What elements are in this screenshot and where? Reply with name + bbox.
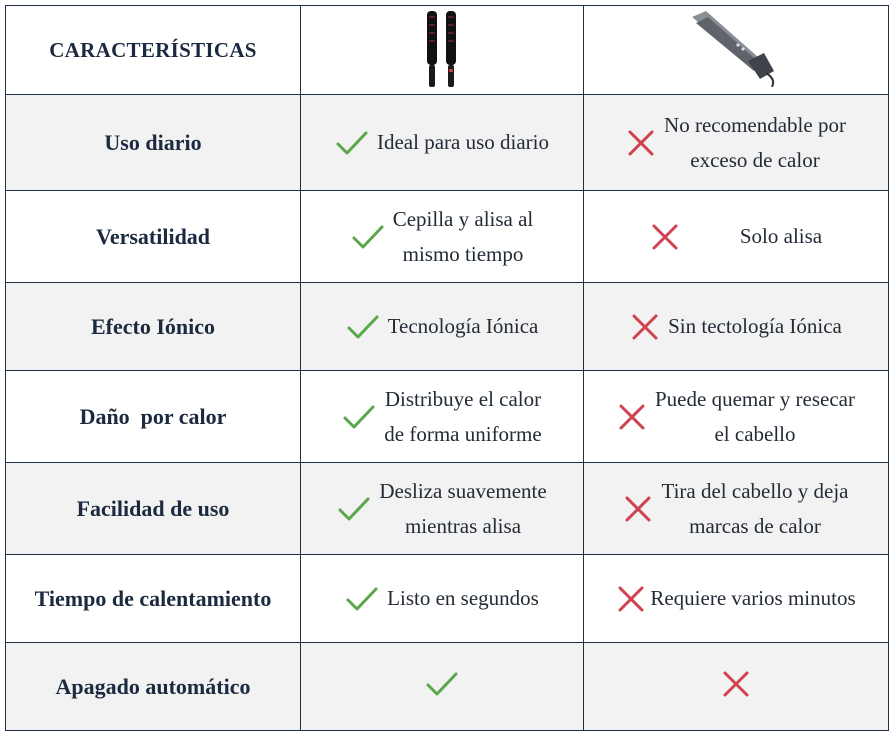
product-a-text-line1: Ideal para uso diario <box>376 130 549 154</box>
product-b-cell <box>584 283 889 371</box>
cross-icon <box>623 494 653 524</box>
feature-label: Efecto Iónico <box>90 313 216 339</box>
product-b-cell <box>584 555 889 643</box>
feature-label: Uso diario <box>104 129 202 155</box>
header-label-cell <box>6 6 301 95</box>
check-icon <box>425 670 459 698</box>
feature-cell <box>6 463 301 555</box>
product-a-text-line1: Tecnología Iónica <box>387 314 539 338</box>
feature-label: Daño por calor <box>79 403 227 429</box>
product-a-cell <box>301 191 584 283</box>
check-icon <box>351 223 385 251</box>
feature-cell <box>6 95 301 191</box>
product-b-text-line1: Tira del cabello y deja <box>661 478 849 503</box>
comparison-table <box>5 5 889 731</box>
product-a-cell <box>301 95 584 191</box>
product-a-text-line2: mientras alisa <box>404 513 522 538</box>
product-a-cell <box>301 555 584 643</box>
check-icon <box>345 585 379 613</box>
table-row <box>6 643 889 731</box>
header-label: CARACTERÍSTICAS <box>49 37 257 62</box>
feature-cell <box>6 643 301 731</box>
cross-icon <box>616 584 646 614</box>
product-a-cell <box>301 283 584 371</box>
check-icon <box>335 129 369 157</box>
table-row <box>6 95 889 191</box>
product-b-header-cell <box>584 6 889 95</box>
table-row <box>6 371 889 463</box>
product-b-text-line2: el cabello <box>714 421 796 446</box>
cross-icon <box>626 128 656 158</box>
product-b-text-line1: Puede quemar y resecar <box>655 386 855 411</box>
product-b-cell <box>584 643 889 731</box>
table-row <box>6 191 889 283</box>
product-a-text-line2: mismo tiempo <box>402 241 524 266</box>
product-a-cell <box>301 371 584 463</box>
product-b-cell <box>584 95 889 191</box>
hair-straightening-brush-icon <box>417 7 467 89</box>
product-b-text-line1: Requiere varios minutos <box>650 586 856 610</box>
feature-cell <box>6 555 301 643</box>
feature-cell <box>6 371 301 463</box>
table-header-row <box>6 6 889 95</box>
product-b-cell <box>584 371 889 463</box>
product-a-text-line1: Cepilla y alisa al <box>392 206 534 231</box>
product-b-text-line2: marcas de calor <box>689 513 821 538</box>
product-a-cell <box>301 643 584 731</box>
table-row <box>6 283 889 371</box>
product-b-text-line1: Solo alisa <box>739 224 823 248</box>
feature-label: Facilidad de uso <box>76 495 230 521</box>
product-b-text-line1: Sin tectología Iónica <box>668 314 842 338</box>
product-a-text-line2: de forma uniforme <box>384 421 542 446</box>
flat-iron-straightener-icon <box>686 9 786 87</box>
check-icon <box>337 495 371 523</box>
feature-label: Apagado automático <box>55 673 251 699</box>
cross-icon <box>630 312 660 342</box>
cross-icon <box>721 669 751 699</box>
product-a-text-line1: Distribuye el calor <box>384 386 542 411</box>
product-a-cell <box>301 463 584 555</box>
cross-icon <box>650 222 680 252</box>
product-b-text-line2: exceso de calor <box>690 147 820 172</box>
product-b-text-line1: No recomendable por <box>664 112 846 137</box>
product-a-text-line1: Desliza suavemente <box>379 478 547 503</box>
product-b-cell <box>584 191 889 283</box>
check-icon <box>346 313 380 341</box>
product-b-cell <box>584 463 889 555</box>
feature-cell <box>6 283 301 371</box>
table-row <box>6 463 889 555</box>
check-icon <box>342 403 376 431</box>
feature-cell <box>6 191 301 283</box>
table-row <box>6 555 889 643</box>
feature-label: Tiempo de calentamiento <box>34 585 272 611</box>
product-a-header-cell <box>301 6 584 95</box>
product-a-text-line1: Listo en segundos <box>387 586 539 610</box>
feature-label: Versatilidad <box>95 223 211 249</box>
cross-icon <box>617 402 647 432</box>
